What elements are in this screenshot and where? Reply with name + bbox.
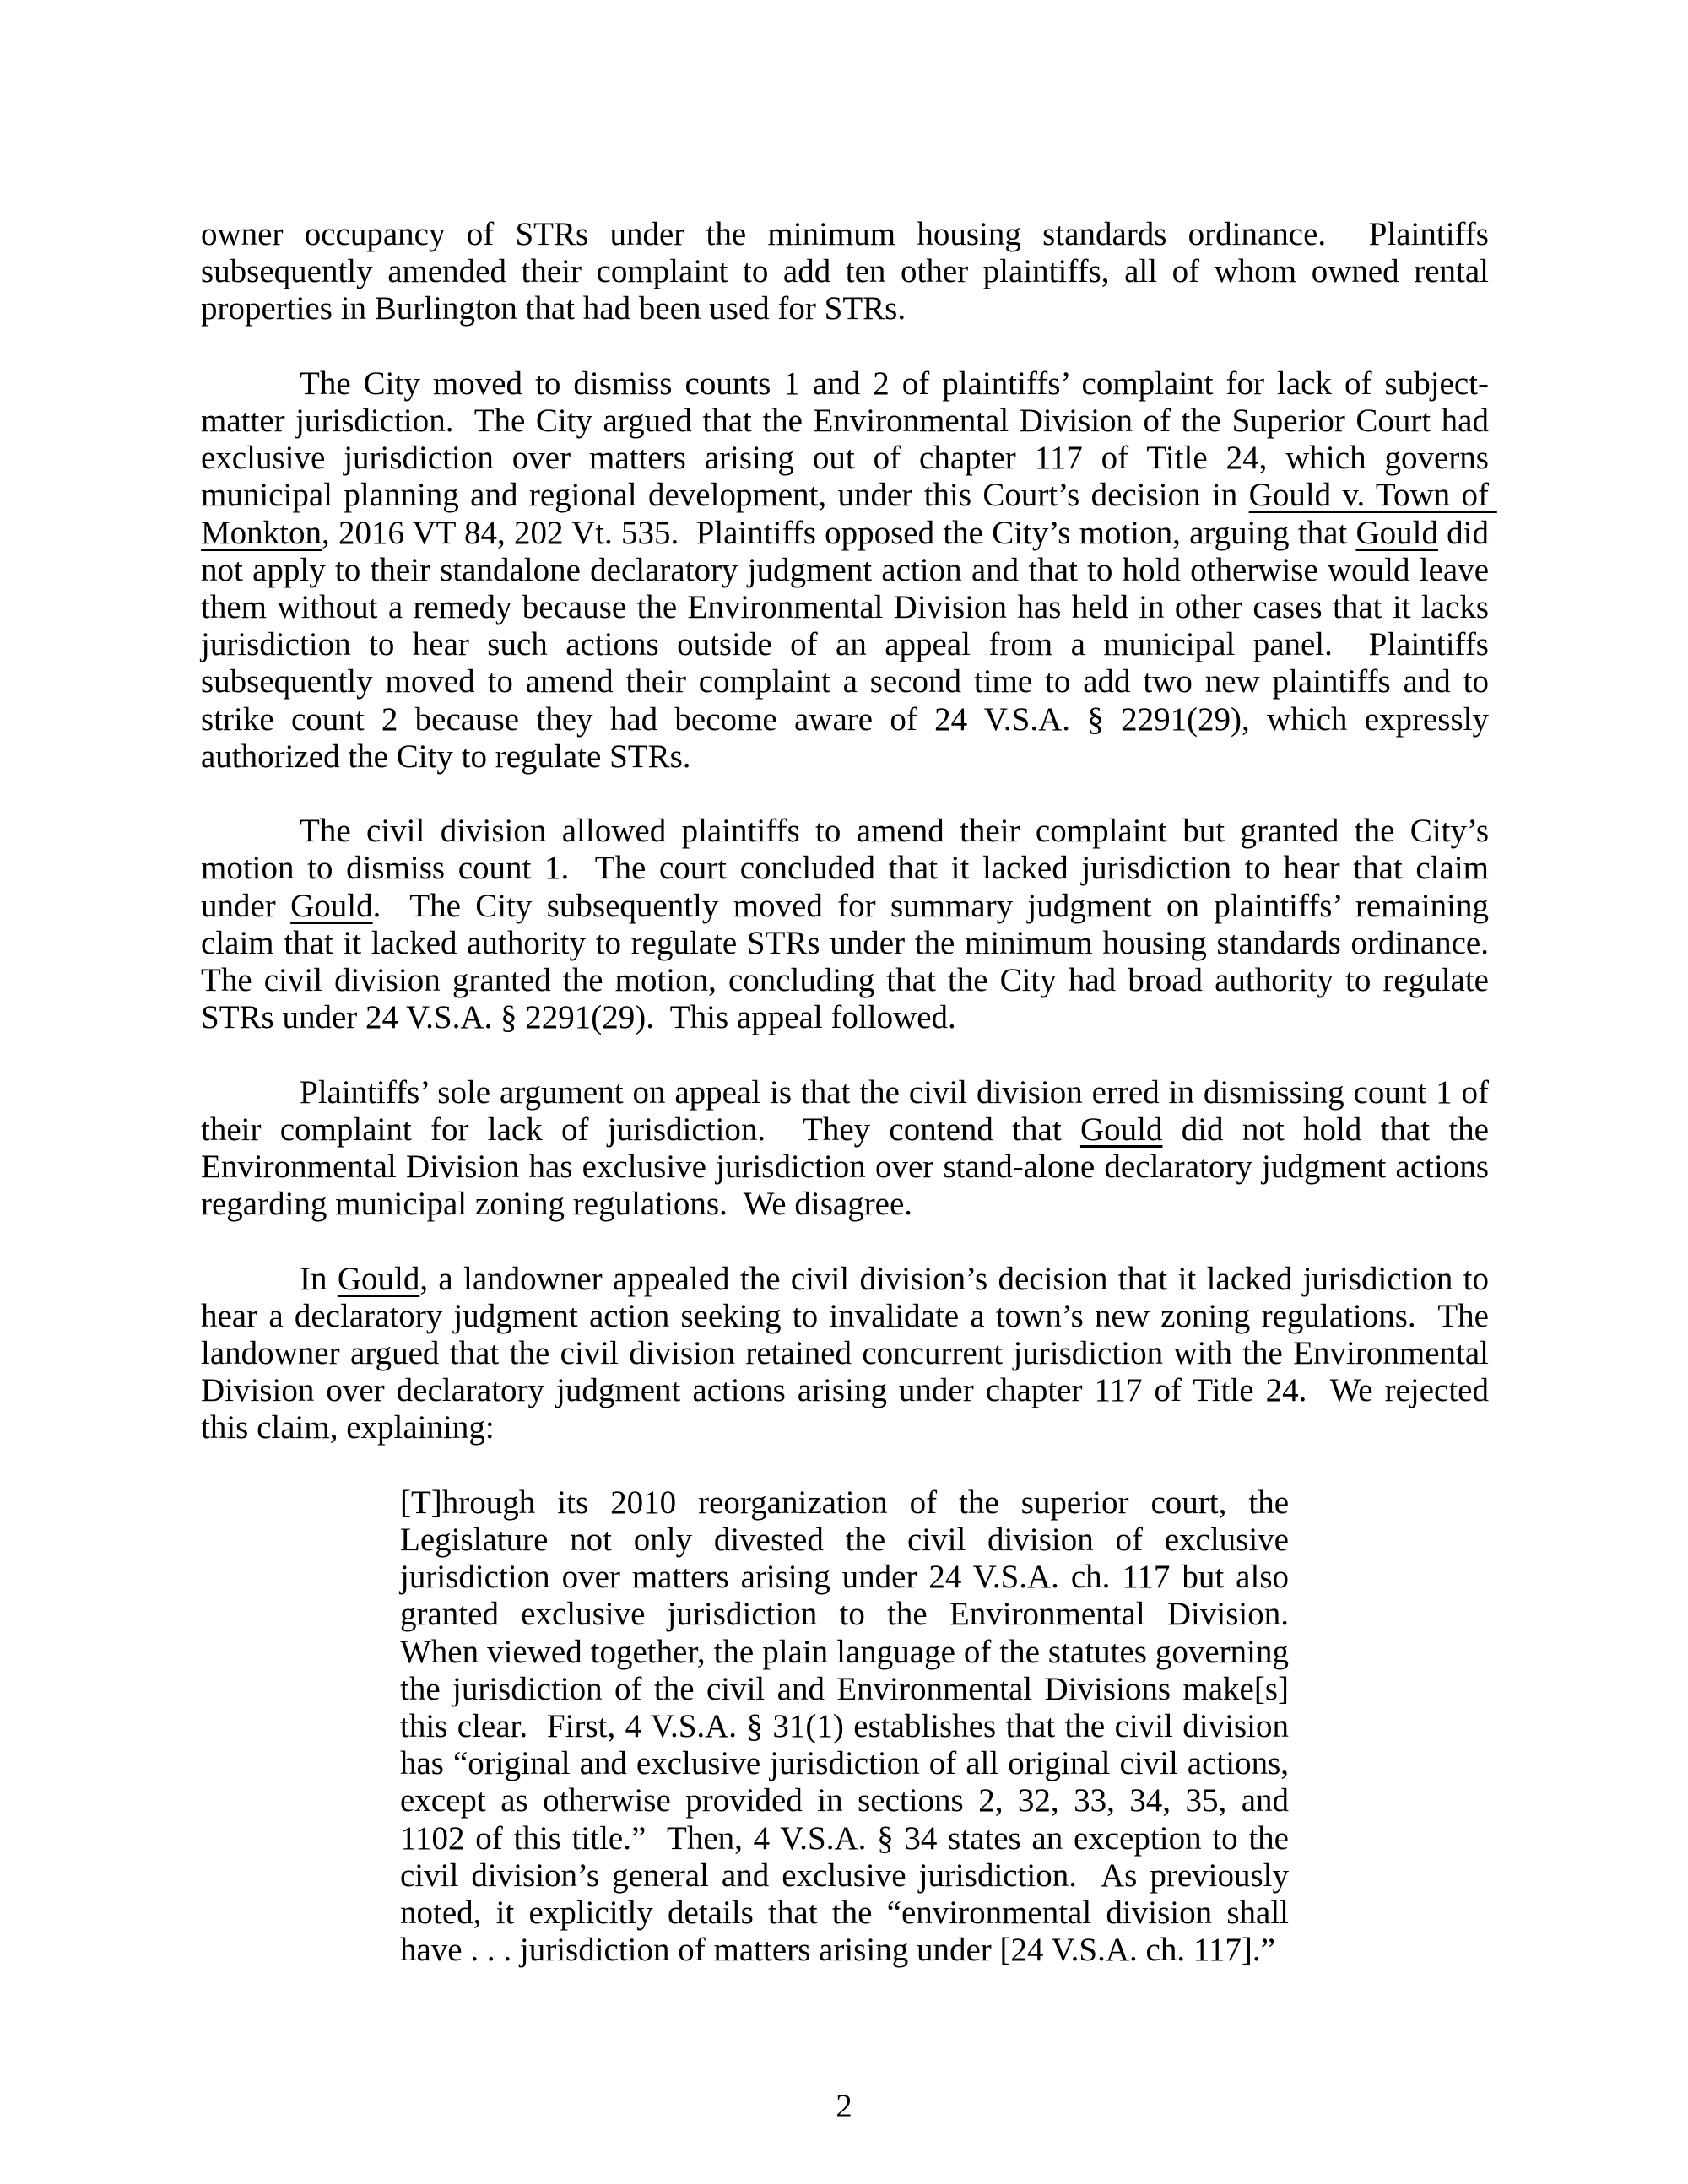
text-segment: . The City subsequently moved for summary judgment on plaintiffs’ remaining claim that it lacked authority to regulate STRs under the minimum housing standards ordinance. The civil division granted the motion, concluding that the City had broad authority to regulate STRs under 24 V.S.A. § 2291(29). This appeal followed. [201,887,1506,1036]
block-quotation [400,1484,1297,1970]
paragraph-4 [201,1073,1497,1224]
paragraph-3 [201,813,1506,1036]
text-segment: Plaintiffs’ sole argument on appeal is that the civil division erred in dismissing count 1 of their complaint for lack of jurisdiction. They contend that [201,1073,1497,1148]
text-segment: The City moved to dismiss counts 1 and 2 of plaintiffs’ complaint for lack of subject-matter jurisdiction. The City argued that the Environmental Division of the Superior Court had exclusive jurisdiction over matters arising out of chapter 117 of Title 24, which governs municipal planning and regional development, under this Court’s decision in [201,365,1497,514]
page-number: 2 [836,2088,852,2124]
text-segment: The civil division allowed plaintiffs to amend their complaint but granted the City’s motion to dismiss count 1. The court concluded that it lacked jurisdiction to hear that claim under [201,813,1497,924]
case-citation: Gould [337,1260,420,1297]
paragraph-1 [201,216,1497,328]
text-segment: , a landowner appealed the civil division’s decision that it lacked jurisdiction to hear a declaratory judgment action seeking to invalidate a town’s new zoning regulations. The landowner argued that the civil division retained concurrent jurisdiction with the Environmental Division over declaratory judgment actions arising under chapter 117 of Title 24. We rejected this claim, explaining: [201,1260,1497,1446]
case-citation: Gould [1079,1111,1163,1148]
paragraph-5 [201,1260,1497,1447]
case-citation: Gould [1355,514,1438,551]
text-segment: [T]hrough its 2010 reorganization of the superior court, the Legislature not only divested the civil division of exclusive jurisdiction over matters arising under 24 V.S.A. ch. 117 but also granted exclusive jurisdiction to the Environmental Division. When viewed together, the plain language of the statutes governing the jurisdiction of the civil and Environmental Divisions make[s] this clear. First, 4 V.S.A. § 31(1) establishes that the civil division has “original and exclusive jurisdiction of all original civil actions, except as otherwise provided in sections 2, 32, 33, 34, 35, and 1102 of this title.” Then, 4 V.S.A. § 34 states an exception to the civil division’s general and exclusive jurisdiction. As previously noted, it explicitly details that the “environmental division shall have . . . jurisdiction of matters arising under [24 V.S.A. ch. 117].” [400,1484,1297,1969]
text-segment: , 2016 VT 84, 202 Vt. 535. Plaintiffs opposed the City’s motion, arguing that [322,514,1356,551]
case-citation: Gould v. Town of Monkton [201,477,1497,551]
text-segment: owner occupancy of STRs under the minimum housing standards ordinance. Plaintiffs subsequently amended their complaint to add ten other plaintiffs, all of whom owned rental properties in Burlington that had been used for STRs. [201,216,1497,327]
case-citation: Gould [290,887,373,924]
document-body [201,216,1506,1969]
paragraph-2 [201,365,1497,776]
text-segment: did not apply to their standalone declaratory judgment action and that to hold otherwise would leave them without a remedy because the Environmental Division has held in other cases that it lacks jurisdiction to hear such actions outside of an appeal from a municipal panel. Plaintiffs subsequently moved to amend their complaint a second time to add two new plaintiffs and to strike count 2 because they had become aware of 24 V.S.A. § 2291(29), which expressly authorized the City to regulate STRs. [201,514,1497,775]
text-segment: In [300,1260,338,1297]
text-segment: did not hold that the Environmental Division has exclusive jurisdiction over stand-alone declaratory judgment actions regarding municipal zoning regulations. We disagree. [201,1111,1497,1223]
